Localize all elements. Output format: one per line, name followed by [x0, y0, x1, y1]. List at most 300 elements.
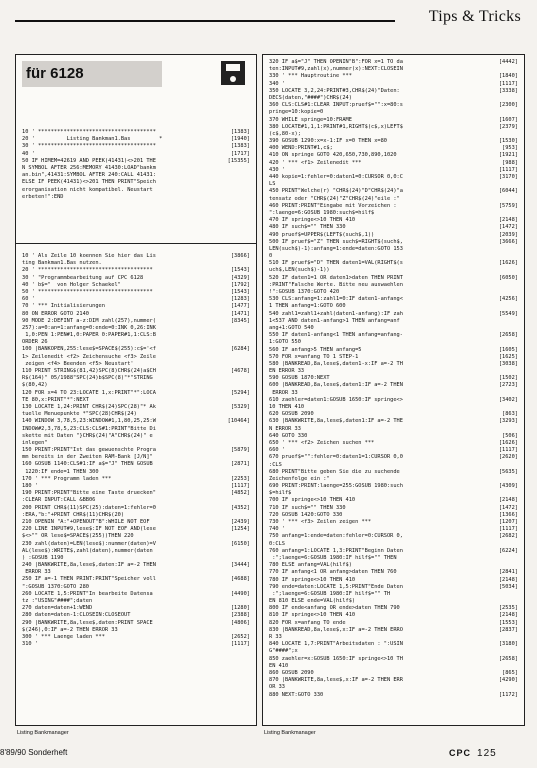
checksum: [1626] — [498, 260, 518, 267]
code-text: 780 ELSE anfang=VAL(hilf$) — [269, 562, 352, 569]
code-text: 360 CLS:CLS#1:CLEAR INPUT:pruef$="":x=80:s — [269, 102, 403, 109]
code-line — [269, 497, 518, 504]
code-line — [22, 476, 250, 483]
code-line — [269, 296, 518, 303]
code-text: 660 ' — [269, 447, 285, 454]
checksum: [1840] — [498, 73, 518, 80]
code-text: 600 |BANKREAD,8a,lese$,daten1:IF a=-2 THEN — [269, 382, 403, 389]
code-text: 420 ' *** <f1> Zeilenedit *** — [269, 159, 362, 166]
code-text: uch$,LEN(such$)-1)) — [269, 267, 330, 274]
code-text: 90 MODE 2:DEFINT a-z:DIM zahl(257),nummer( — [22, 317, 156, 324]
code-line — [22, 318, 250, 325]
code-line — [22, 303, 250, 310]
code-line — [269, 555, 518, 562]
code-line — [269, 339, 518, 346]
code-line — [22, 555, 250, 562]
code-text: 40 ' — [22, 150, 35, 157]
code-text: 810 IF springe<>10 THEN 410 — [269, 612, 356, 619]
code-line — [269, 670, 518, 677]
code-text: :";laenge=6:GOSUB 1980:IF hilf$="" TH — [269, 590, 391, 597]
code-line — [22, 158, 250, 165]
listing-bankman1-code — [22, 129, 250, 201]
code-text: 50 ' ************************************ — [22, 288, 153, 295]
checksum: [1553] — [498, 619, 518, 626]
code-text: 20 ' ************************************ — [22, 267, 153, 274]
checksum: [2439] — [230, 518, 250, 525]
code-text: 180 ' — [22, 483, 38, 489]
code-line — [22, 411, 250, 418]
code-text: EN 810 ELSE ende=VAL(hilf$) — [269, 598, 356, 605]
code-text: 300 ' *** Laenge laden *** — [22, 633, 105, 640]
checksum: [2837] — [498, 626, 518, 633]
code-text: OR 33 — [269, 684, 285, 691]
code-text: LS — [269, 181, 276, 188]
checksum: [1383] — [230, 143, 250, 150]
checksum: [953] — [502, 145, 518, 152]
checksum: [2620] — [498, 454, 518, 461]
code-line — [269, 152, 518, 159]
code-text: zeigen <f4> Beenden <f5> Neustart' — [22, 360, 134, 367]
checksum: [1625] — [498, 353, 518, 360]
code-line — [22, 332, 250, 339]
code-line — [269, 117, 518, 124]
checksum: [4290] — [498, 677, 518, 684]
code-text: 560 IF anfang>5 THEN anfang=5 — [269, 346, 362, 353]
code-text: 60 ' — [22, 296, 35, 303]
issue-label: 8'89/90 Sonderheft — [0, 748, 68, 757]
code-line — [269, 641, 518, 648]
code-text: 740 ' — [269, 526, 285, 533]
checksum: [2300] — [498, 102, 518, 109]
code-line — [22, 620, 250, 627]
code-text: 1,0:PEN 1:PEN#1,0:PAPER 0:PAPER#1,1:CLS:B — [22, 332, 156, 339]
checksum: [4329] — [230, 274, 250, 281]
code-line — [269, 368, 518, 375]
code-text: 750 anfang=1:ende=daten:fehler=0:CURSOR 0, — [269, 533, 403, 540]
checksum: [1921] — [498, 152, 518, 159]
code-line — [22, 519, 250, 526]
code-line — [269, 375, 518, 382]
code-text: 310 ' — [22, 641, 38, 648]
listing-caption-left: Listing Bankmanager — [17, 730, 69, 736]
code-line — [22, 282, 250, 289]
code-text: 850 zaehler=x:GOSUB 1650:IF springe<>10 TH — [269, 655, 403, 662]
code-line — [22, 136, 250, 143]
code-line — [22, 598, 250, 605]
checksum: [1792] — [230, 281, 250, 288]
code-text: 400 WEND:PRINT#1,c$; — [269, 145, 333, 152]
checksum: [2379] — [498, 123, 518, 130]
checksum: [2658] — [498, 655, 518, 662]
code-line — [269, 656, 518, 663]
code-line — [269, 684, 518, 691]
code-text: ":laenge=6:GOSUB 1980:such$=hilf$ — [269, 209, 375, 216]
code-text: 480 IF such$="" THEN 330 — [269, 224, 346, 231]
code-text: :CLEAR INPUT:CALL &BB06 — [22, 497, 96, 504]
code-text: 550 IF daten1-anfang<1 THEN anfang=anfang- — [269, 332, 403, 339]
code-text: 530 CLS:anfang=1:zahl1=0:IF daten1-anfang< — [269, 296, 403, 303]
code-line — [269, 447, 518, 454]
code-line — [269, 462, 518, 469]
checksum: [2652] — [230, 633, 250, 640]
code-line — [269, 361, 518, 368]
code-text: 790 ende=daten:LOCATE 1,5:PRINT"Ende Daten — [269, 583, 403, 590]
code-line — [22, 368, 250, 375]
code-line — [269, 591, 518, 598]
code-text: an.bin",41431:SYMBOL AFTER 240:CALL 41431: — [22, 172, 156, 179]
checksum: [1717] — [230, 150, 250, 157]
code-text: 0 — [269, 253, 273, 260]
code-line — [269, 526, 518, 533]
code-line — [269, 483, 518, 490]
code-line — [269, 533, 518, 540]
code-line — [269, 469, 518, 476]
code-line — [22, 339, 250, 346]
listing-box-short — [16, 55, 256, 244]
code-text: 470 IF springe<>10 THEN 410 — [269, 217, 356, 224]
code-line — [269, 66, 518, 73]
checksum: [5329] — [230, 403, 250, 410]
listing-caption-right: Listing Bankmanager — [264, 730, 316, 736]
for-6128-banner — [22, 61, 162, 87]
code-line — [22, 361, 250, 368]
code-text: 490 pruef$=UPPER$(LEFT$(such$,1)) — [269, 231, 375, 238]
code-line — [269, 512, 518, 519]
code-line — [269, 648, 518, 655]
checksum: [2039] — [498, 231, 518, 238]
code-line — [269, 577, 518, 584]
code-line — [269, 598, 518, 605]
code-text: INDOW#2,3,78,5,23:CLS:CLS#1:PRINT"Bitte Di — [22, 425, 156, 432]
checksum: [865] — [502, 669, 518, 676]
code-text: ERROR 33 — [269, 389, 298, 396]
code-text: 520 IF daten1=1 OR daten1>daten THEN PRINT — [269, 274, 403, 281]
code-line — [269, 677, 518, 684]
checksum: [1117] — [498, 80, 518, 87]
checksum: [2148] — [498, 497, 518, 504]
checksum: [10464] — [227, 418, 250, 425]
code-text: 190 PRINT:PRINT"Bitte eine Taste druecken" — [22, 490, 156, 497]
code-text: 270 daten=daten+1:WEND — [22, 605, 93, 612]
code-text: 30 ' ************************************* — [22, 143, 156, 150]
code-line — [269, 612, 518, 619]
checksum: [4852] — [230, 490, 250, 497]
code-line — [269, 318, 518, 325]
checksum: [1172] — [498, 691, 518, 698]
code-text: 70 ' *** Initialisierungen — [22, 303, 105, 310]
code-text: 110 PRINT STRING$(81,42)SPC(8)CHR$(24)a$CH — [22, 368, 156, 374]
code-line — [269, 267, 518, 274]
code-line — [22, 346, 250, 353]
checksum: [2148] — [498, 217, 518, 224]
code-text: tensatz oder "CHR$(24)"Z"CHR$(24)"eile :" — [269, 195, 400, 202]
code-line — [22, 512, 250, 519]
code-line — [22, 641, 250, 648]
code-text: 330 ' *** Hauptroutine *** — [269, 73, 352, 80]
checksum: [3293] — [498, 418, 518, 425]
code-text: pringe=10:kopie=0 — [269, 109, 324, 116]
checksum: [3338] — [498, 87, 518, 94]
code-text: DECS(daten,"####")CHR$(24) — [269, 94, 352, 101]
code-line — [269, 188, 518, 195]
code-text: :";laenge=6:GOSUB 1980:IF hilf$="" THEN — [269, 554, 397, 561]
code-line — [22, 569, 250, 576]
code-line — [269, 541, 518, 548]
code-text: 680 PRINT"Bitte geben Sie die zu suchende — [269, 468, 400, 475]
code-line — [22, 187, 250, 194]
checksum: [2723] — [498, 382, 518, 389]
code-line — [269, 282, 518, 289]
code-text: 700 IF springe<>10 THEN 410 — [269, 497, 356, 504]
code-line — [269, 217, 518, 224]
code-line — [269, 311, 518, 318]
code-text: AL(lese$):WRITE$,zahl(daten),nummer(daten — [22, 547, 153, 554]
code-text: 257):a=0:an=1:anfang=0:ende=0:INK 0,26:INK — [22, 324, 156, 331]
code-text: 1<537 AND daten1-anfang>1 THEN anfang=anf — [269, 317, 400, 324]
code-text: 20 ' Listing Bankman1.Bas * — [22, 136, 163, 143]
code-text: 200 PRINT CHR$(11)SPC(25):daten=1:fehler=0 — [22, 504, 156, 511]
code-line — [22, 454, 250, 461]
code-text: $<>"" OR lese$=SPACE$(255))THEN 220 — [22, 533, 134, 540]
checksum: [5879] — [230, 447, 250, 454]
code-line — [269, 81, 518, 88]
checksum: [2148] — [498, 576, 518, 583]
code-text: skette mit Daten "}CHR$(24)"A"CHR$(24)" e — [22, 432, 153, 439]
code-text: 820 FOR x=anfang TO ende — [269, 619, 346, 626]
code-text: 1> Zeilenedit <f2> Zeichensuche <f3> Zeile — [22, 353, 156, 360]
code-line — [269, 584, 518, 591]
code-text: erbeten!":END — [22, 193, 64, 200]
checksum: [1530] — [498, 138, 518, 145]
code-line — [269, 634, 518, 641]
code-text: 540 zahl1=zahl1+zahl(daten1-anfang):IF zah — [269, 310, 403, 317]
checksum: [1280] — [230, 605, 250, 612]
code-line — [22, 526, 250, 533]
checksum: [4490] — [230, 590, 250, 597]
checksum: [1117] — [498, 166, 518, 173]
code-text: 760 anfang=1:LOCATE 1,3:PRINT"Beginn Daten — [269, 547, 403, 554]
checksum: [1543] — [230, 267, 250, 274]
code-line — [269, 620, 518, 627]
checksum: [1383] — [230, 129, 250, 135]
code-line — [269, 382, 518, 389]
floppy-disk-icon — [221, 61, 245, 85]
code-line — [22, 584, 250, 591]
code-line — [269, 174, 518, 181]
code-text: 210 OPENIN "A:"+OPENOUT"B":WHILE NOT EOF — [22, 518, 150, 525]
code-line — [269, 246, 518, 253]
code-text: 640 GOTO 330 — [269, 432, 308, 439]
code-text: R$(164)" 05/1988"SPC(24)b$SPC(8)"*"STRING — [22, 375, 153, 382]
code-text: G"####";x — [269, 648, 298, 655]
checksum: [4678] — [230, 368, 250, 374]
code-line — [22, 382, 250, 389]
code-text: 30 ' "Programmbearbeitung auf CPC 6128 — [22, 274, 144, 281]
code-text: (c$,80-x); — [269, 130, 301, 137]
code-line — [22, 627, 250, 634]
code-line — [269, 224, 518, 231]
code-line — [269, 167, 518, 174]
code-text: 350 LOCATE 3,2,24:PRINT#3,CHR$(24)"Daten: — [269, 87, 403, 94]
code-line — [269, 73, 518, 80]
checksum: [15355] — [227, 157, 250, 164]
code-text: 120 FOR x=4 TO 23:LOCATE 1,x:PRINT"*":LOCA — [22, 389, 156, 396]
code-text: 690 PRINT:PRINT:laenge=255:GOSUB 1980:such — [269, 483, 403, 490]
code-line — [22, 426, 250, 433]
code-text: 460 PRINT:PRINT"Eingabe mit Vorzeichen : — [269, 202, 400, 209]
code-text: 130 LOCATE 1,24:PRINT CHR$(24)SPC(28)"* Ak — [22, 403, 156, 410]
checksum: [6150] — [230, 540, 250, 547]
page-number: 125 — [477, 748, 497, 759]
magazine-name: CPC — [449, 748, 472, 758]
code-text: 80 ON ERROR GOTO 2140 — [22, 310, 89, 317]
code-line — [269, 562, 518, 569]
code-text: 320 IF a$="J" THEN OPENIN"B":FOR x=1 TO da — [269, 59, 403, 65]
code-line — [22, 275, 250, 282]
code-line — [269, 95, 518, 102]
checksum: [1940] — [230, 136, 250, 143]
code-line — [269, 490, 518, 497]
code-text: 10 ' ************************************* — [22, 129, 156, 135]
code-text: 410 ON springe GOTO 420,650,730,890,1020 — [269, 152, 397, 159]
checksum: [1117] — [498, 447, 518, 454]
code-line — [269, 433, 518, 440]
code-line — [269, 347, 518, 354]
code-text: ting Bankman1.Bas nutzen. — [22, 260, 102, 267]
code-text: EN ERROR 33 — [269, 368, 305, 375]
code-line — [269, 692, 518, 699]
code-line — [269, 260, 518, 267]
code-text: erorganisation nicht kompatibel. Neustart — [22, 186, 153, 193]
checksum: [1117] — [230, 641, 250, 648]
code-line — [269, 390, 518, 397]
code-text: 860 GOSUB 2090 — [269, 669, 314, 676]
code-line — [22, 397, 250, 404]
code-text: 220 LINE INPUT#9,lese$:IF NOT EOF AND(lese — [22, 526, 156, 533]
right-listing-column — [262, 54, 525, 726]
code-line — [22, 267, 250, 274]
code-line — [269, 138, 518, 145]
code-text: :PRINT"Falsche Werte. Bitte neu auswaehlen — [269, 281, 403, 288]
checksum: [5635] — [498, 468, 518, 475]
checksum: [5759] — [498, 202, 518, 209]
page-footer — [449, 748, 497, 759]
code-line — [269, 275, 518, 282]
code-text: 590 GOSUB 1870:NEXT — [269, 375, 330, 382]
code-line — [269, 663, 518, 670]
code-text: $(80,42) — [22, 382, 48, 389]
checksum: [1543] — [230, 288, 250, 295]
checksum: [2535] — [498, 605, 518, 612]
checksum: [1472] — [498, 224, 518, 231]
code-line — [269, 505, 518, 512]
checksum: [1283] — [230, 296, 250, 303]
checksum: [1477] — [230, 303, 250, 310]
code-text: ELSE IF PEEK(41431)<>201 THEN PRINT"Speich — [22, 179, 156, 186]
code-text: 150 PRINT:PRINT"Ist das gewuenschte Progra — [22, 447, 156, 454]
code-line — [22, 576, 250, 583]
code-line — [269, 476, 518, 483]
code-text: tz :"USING"####";daten — [22, 598, 93, 604]
code-text: ORDER 26 — [22, 339, 48, 346]
code-text: 390 GOSUB 1290:x=x-1:IF x=0 THEN x=80 — [269, 138, 387, 145]
code-line — [22, 325, 250, 332]
code-text: 510 IF pruef$="D" THEN daten1=VAL(RIGHT$(s — [269, 260, 403, 267]
code-text: mm bereits in der Zweiten RAM-Bank [J/N]" — [22, 454, 153, 461]
code-line — [22, 447, 250, 454]
checksum: [4688] — [230, 576, 250, 583]
code-text: 40 ' b$=" von Holger Schaekel" — [22, 281, 121, 288]
checksum: [4442] — [498, 59, 518, 65]
code-line — [22, 375, 250, 382]
code-text: 450 PRINT"Welche(r) "CHR$(24)"D"CHR$(24)"a — [269, 188, 403, 195]
code-line — [269, 239, 518, 246]
code-text: 830 |BANKREAD,8a,lese$,x:IF a=-2 THEN ERRO — [269, 626, 403, 633]
code-text: ten:INPUT#9,zahl(x),nummer(x):NEXT:CLOSEIN — [269, 66, 403, 73]
code-text: ) :GOSUB 1190 — [22, 554, 64, 561]
code-text: EN 410 — [269, 662, 289, 669]
code-text: 370 WHILE springe=10:FRAME — [269, 116, 352, 123]
code-text: R 33 — [269, 634, 282, 640]
code-line — [269, 325, 518, 332]
code-line — [22, 461, 250, 468]
code-text: 240 |BANKWRITE,8a,lese$,daten:IF a=-2 THEN — [22, 562, 156, 569]
header-rule — [15, 20, 395, 22]
code-line — [269, 418, 518, 425]
checksum: [6284] — [230, 346, 250, 353]
code-line — [269, 131, 518, 138]
code-text: 500 IF pruef$="Z" THEN such$=RIGHT$(such$, — [269, 238, 403, 245]
checksum: [1117] — [230, 483, 250, 489]
code-line — [269, 426, 518, 433]
code-text: inlegen" — [22, 439, 48, 446]
code-line — [22, 433, 250, 440]
code-text: Zeichenfolge ein :" — [269, 475, 330, 482]
code-text: 290 |BANKWRITE,8a,lese$,daten:PRINT SPACE — [22, 619, 153, 626]
code-line — [269, 109, 518, 116]
code-line — [22, 179, 250, 186]
code-line — [269, 124, 518, 131]
checksum: [5034] — [498, 583, 518, 590]
code-line — [269, 548, 518, 555]
code-line — [22, 311, 250, 318]
code-line — [269, 160, 518, 167]
code-line — [22, 483, 250, 490]
code-text: 230 zahl(daten)=LEN(lese$):nummer(daten)=V — [22, 540, 156, 547]
code-text: 440 kopie=1:fehler=0:daten1=0:CURSOR 0,0:C — [269, 174, 403, 180]
checksum: [6044] — [498, 188, 518, 195]
code-text: 1:GOTO 550 — [269, 339, 301, 346]
checksum: [3180] — [498, 641, 518, 648]
checksum: [1502] — [498, 375, 518, 382]
code-text: 630 |BANKWRITE,8a,lese$,daten1:IF a=-2 THE — [269, 418, 403, 425]
code-line — [269, 102, 518, 109]
code-text: 610 zaehler=daten1:GOSUB 1650:IF springe<> — [269, 396, 403, 403]
for-6128-label: für 6128 — [26, 65, 84, 82]
code-text: ang+1:GOTO 540 — [269, 324, 314, 331]
code-line — [22, 253, 250, 260]
code-line — [22, 440, 250, 447]
listing-bankmanager-code-left — [22, 253, 250, 648]
checksum: [1471] — [230, 310, 250, 317]
code-line — [269, 181, 518, 188]
code-text: 260 LOCATE 1,5:PRINT"In bearbeite Datensa — [22, 590, 153, 597]
code-text: 670 pruef$="":fehler=0:daten1=1:CURSOR 0,0 — [269, 454, 403, 461]
checksum: [5549] — [498, 310, 518, 317]
code-text: 570 FOR x=anfang TO 1 STEP-1 — [269, 353, 359, 360]
code-text: 770 IF anfang<1 OR anfang>daten THEN 760 — [269, 569, 397, 576]
code-line — [22, 490, 250, 497]
